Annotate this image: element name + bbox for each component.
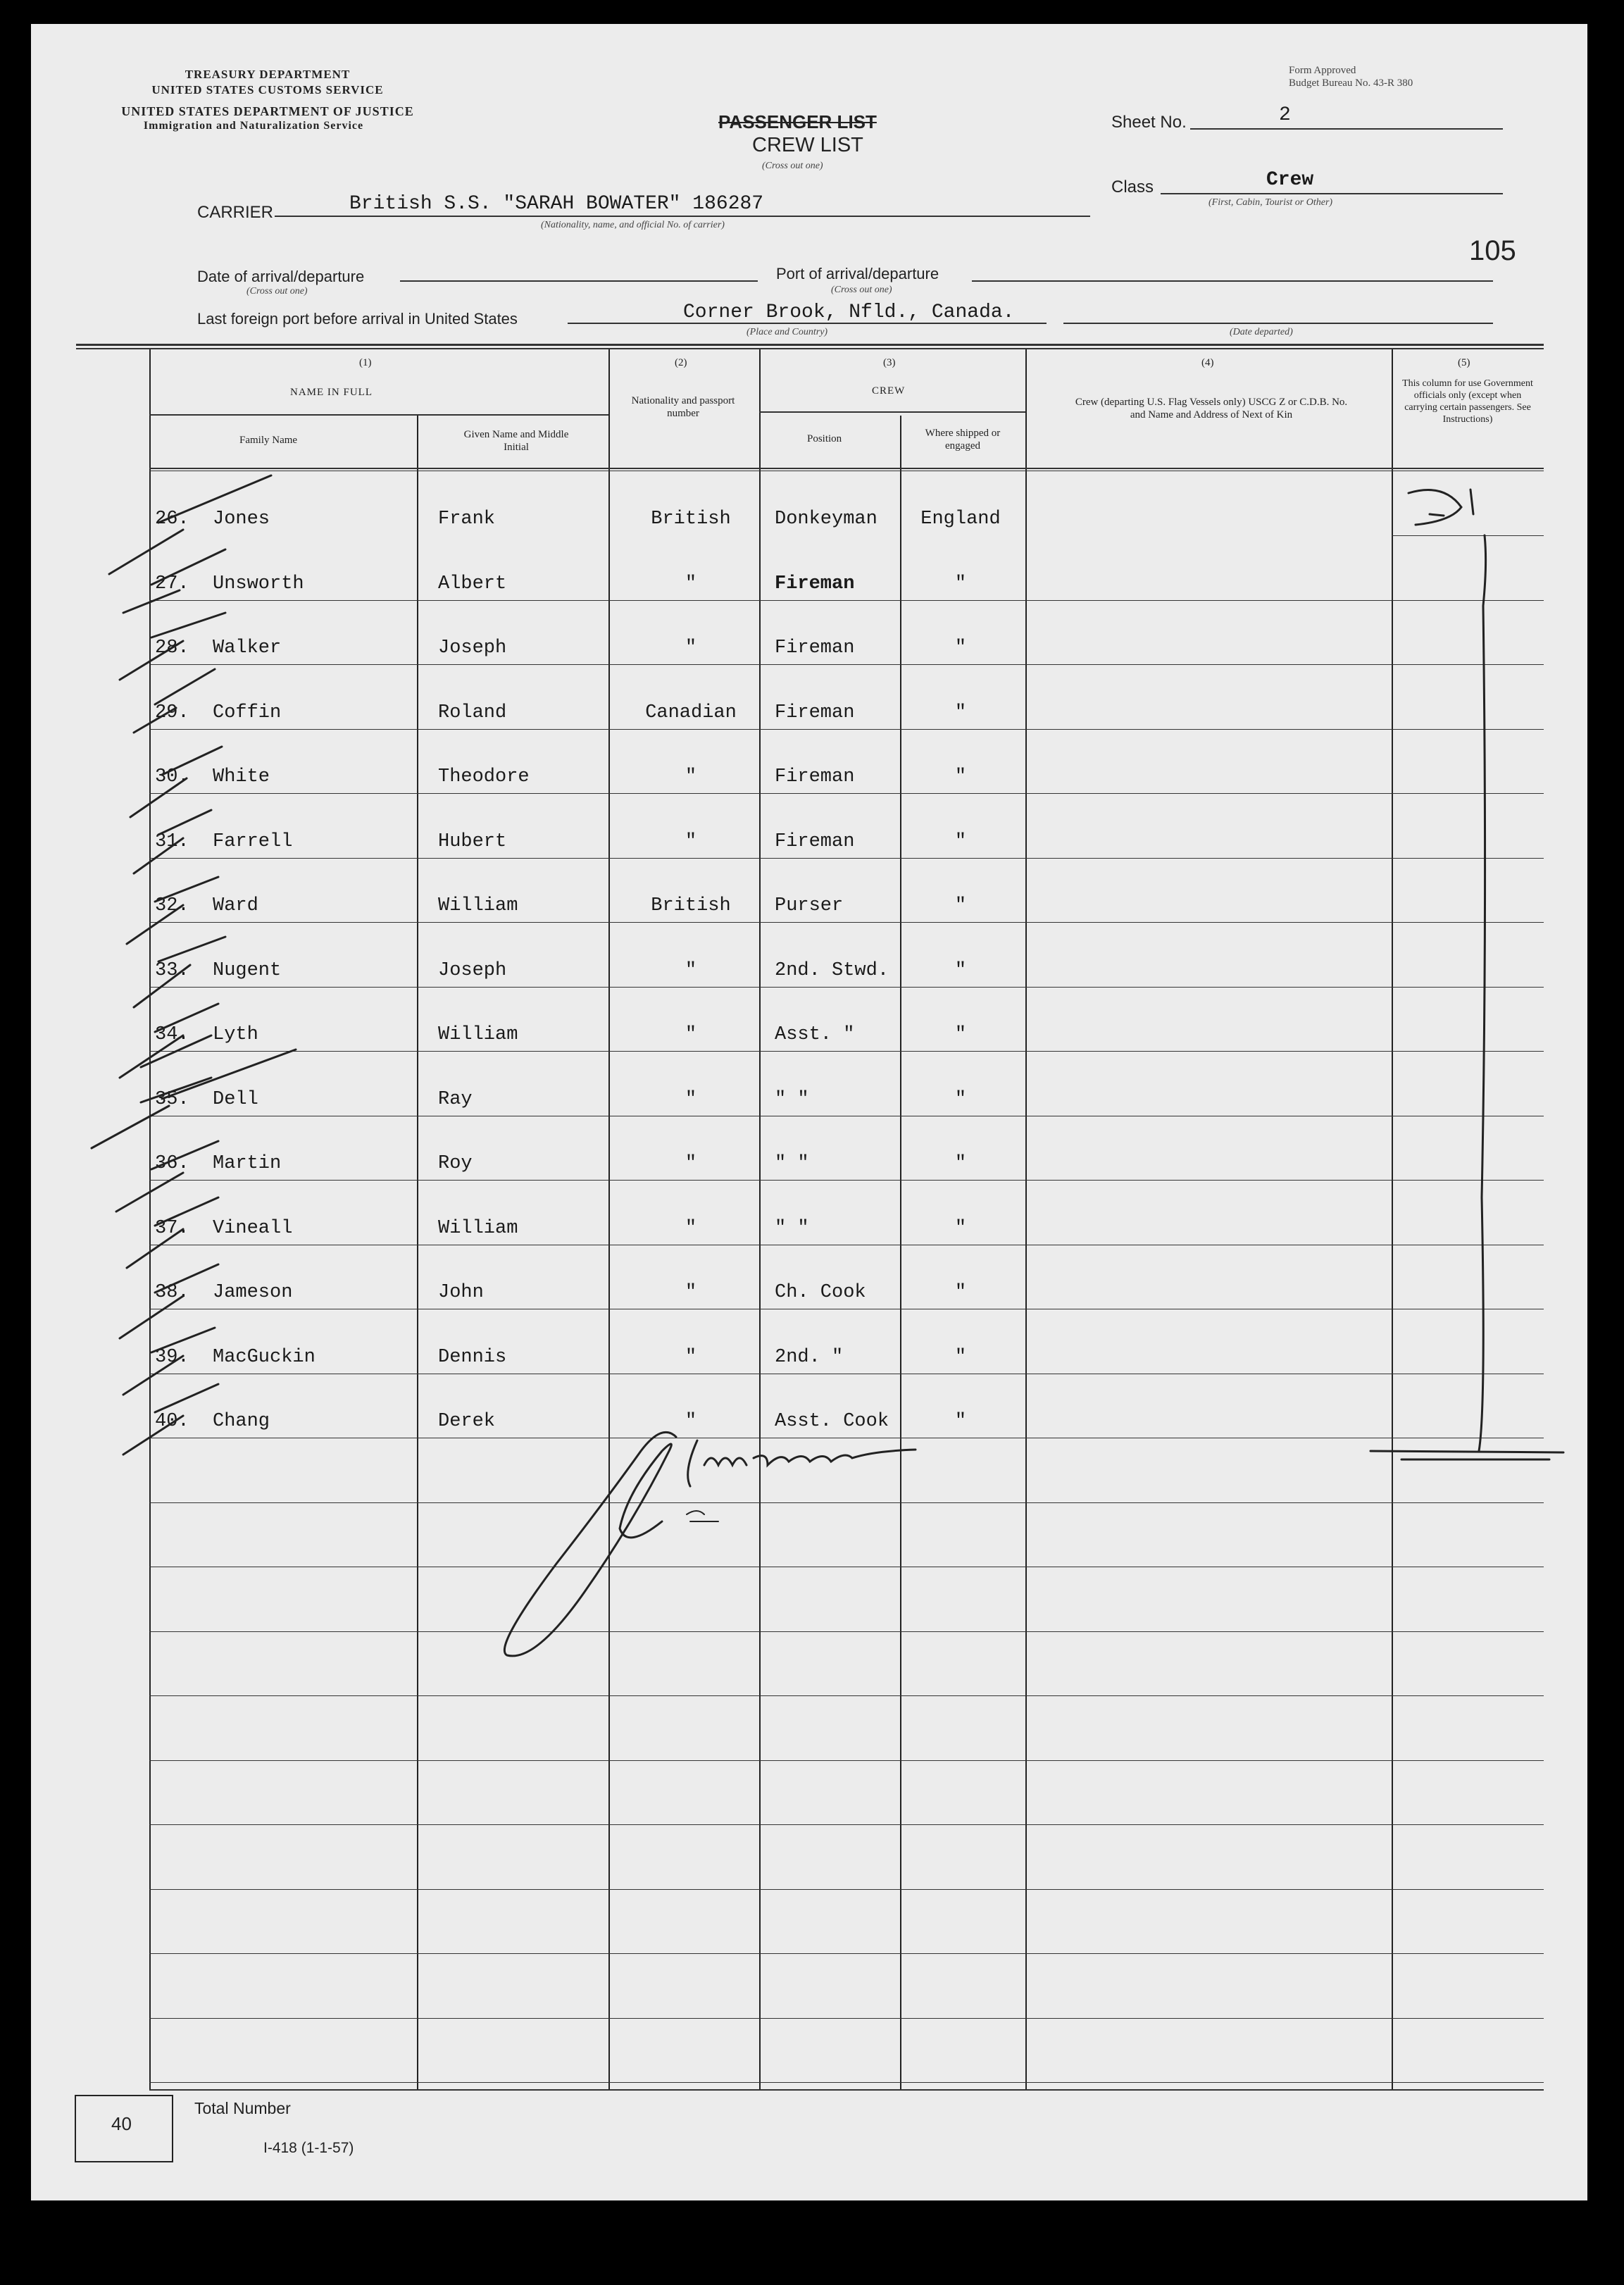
dept-ins: Immigration and Naturalization Service bbox=[143, 120, 364, 132]
cell-num: 40. bbox=[155, 1411, 189, 1432]
check-mark bbox=[116, 1141, 218, 1212]
budget-bureau: Budget Bureau No. 43-R 380 bbox=[1289, 77, 1413, 89]
cell-nationality: " bbox=[685, 1346, 697, 1368]
check-mark bbox=[127, 1197, 218, 1268]
cell-num: 36. bbox=[155, 1153, 189, 1174]
cell-position: Purser bbox=[775, 895, 844, 916]
cell-given: John bbox=[438, 1282, 484, 1303]
cell-nationality: " bbox=[685, 637, 697, 659]
cell-num: 38. bbox=[155, 1282, 189, 1303]
check-mark bbox=[123, 1384, 218, 1455]
cell-given: Derek bbox=[438, 1411, 496, 1432]
cell-where: " bbox=[954, 1282, 967, 1303]
cell-family: Lyth bbox=[213, 1024, 258, 1045]
cell-position: 2nd. " bbox=[775, 1346, 844, 1368]
cell-num: 35. bbox=[155, 1088, 189, 1110]
cell-given: Dennis bbox=[438, 1346, 507, 1368]
form-approved: Form Approved bbox=[1289, 65, 1356, 76]
check-mark bbox=[130, 747, 222, 817]
cell-where: " bbox=[954, 573, 967, 594]
cell-family: Martin bbox=[213, 1153, 282, 1174]
cell-num: 33. bbox=[155, 959, 189, 981]
cell-position: " " bbox=[775, 1217, 809, 1239]
cell-position: " " bbox=[775, 1153, 809, 1174]
cell-family: Chang bbox=[213, 1411, 270, 1432]
cell-num: 28. bbox=[155, 637, 189, 659]
cell-family: Jameson bbox=[213, 1282, 293, 1303]
form-number: I-418 (1-1-57) bbox=[263, 2140, 354, 2156]
cell-family: MacGuckin bbox=[213, 1346, 316, 1368]
cell-nationality: " bbox=[685, 1411, 697, 1432]
cell-given: Frank bbox=[438, 509, 496, 530]
cell-num: 31. bbox=[155, 830, 189, 852]
cell-family: Coffin bbox=[213, 702, 282, 723]
class-label: Class bbox=[1111, 178, 1154, 197]
cell-num: 34. bbox=[155, 1024, 189, 1045]
check-mark bbox=[120, 613, 225, 680]
cell-family: Jones bbox=[213, 509, 270, 530]
crew-list-title: CREW LIST bbox=[752, 134, 863, 156]
cell-where: " bbox=[954, 1217, 967, 1239]
cell-given: Roy bbox=[438, 1153, 473, 1174]
cell-where: " bbox=[954, 1153, 967, 1174]
cell-given: Joseph bbox=[438, 637, 507, 659]
col4-title: Crew (departing U.S. Flag Vessels only) USCG Z or C.D.B. No. and Name and Address of Next of Kin bbox=[1075, 397, 1348, 421]
cell-nationality: " bbox=[685, 1217, 697, 1239]
cell-position: " " bbox=[775, 1088, 809, 1110]
cell-num: 27. bbox=[155, 573, 189, 594]
d1-mark bbox=[1408, 490, 1473, 525]
cell-nationality: " bbox=[685, 1088, 697, 1110]
date-note: (Cross out one) bbox=[246, 286, 308, 297]
cell-position: 2nd. Stwd. bbox=[775, 959, 889, 981]
cell-family: Ward bbox=[213, 895, 258, 916]
cell-num: 30. bbox=[155, 766, 189, 787]
check-mark bbox=[123, 1328, 215, 1395]
place-note: (Place and Country) bbox=[747, 327, 828, 337]
col1-num: (1) bbox=[359, 357, 372, 368]
col4-num: (4) bbox=[1201, 357, 1214, 368]
col5-num: (5) bbox=[1458, 357, 1470, 368]
cell-position: Fireman bbox=[775, 702, 855, 723]
cell-family: Vineall bbox=[213, 1217, 293, 1239]
cell-where: " bbox=[954, 895, 967, 916]
page-number: 105 bbox=[1469, 235, 1516, 266]
cell-given: Roland bbox=[438, 702, 507, 723]
cell-given: Theodore bbox=[438, 766, 530, 787]
dept-customs: UNITED STATES CUSTOMS SERVICE bbox=[151, 83, 384, 96]
cell-given: Ray bbox=[438, 1088, 473, 1110]
cell-nationality: Canadian bbox=[645, 702, 737, 723]
cell-num: 26. bbox=[155, 509, 189, 530]
cell-position: Ch. Cook bbox=[775, 1282, 866, 1303]
cell-nationality: " bbox=[685, 1282, 697, 1303]
cell-given: Joseph bbox=[438, 959, 507, 981]
cell-nationality: " bbox=[685, 766, 697, 787]
class-value: Crew bbox=[1266, 169, 1314, 191]
carrier-note: (Nationality, name, and official No. of carrier) bbox=[541, 220, 725, 230]
cell-where: " bbox=[954, 766, 967, 787]
col1-given: Given Name and Middle Initial bbox=[463, 429, 569, 453]
total-value: 40 bbox=[111, 2113, 132, 2134]
cell-nationality: British bbox=[651, 895, 731, 916]
last-port-value: Corner Brook, Nfld., Canada. bbox=[683, 301, 1015, 323]
carrier-value: British S.S. "SARAH BOWATER" 186287 bbox=[349, 193, 764, 215]
check-mark bbox=[134, 810, 211, 873]
date-label: Date of arrival/departure bbox=[197, 268, 365, 285]
date-departed-note: (Date departed) bbox=[1230, 327, 1293, 337]
check-mark bbox=[134, 937, 225, 1007]
passenger-list-struck: PASSENGER LIST bbox=[718, 111, 877, 132]
signature bbox=[504, 1432, 916, 1656]
cell-family: Unsworth bbox=[213, 573, 304, 594]
cell-where: " bbox=[954, 830, 967, 852]
cell-given: William bbox=[438, 1217, 518, 1239]
cell-nationality: " bbox=[685, 830, 697, 852]
cell-nationality: " bbox=[685, 573, 697, 594]
port-note: (Cross out one) bbox=[831, 285, 892, 295]
carrier-label: CARRIER bbox=[197, 203, 274, 222]
sheet-label: Sheet No. bbox=[1111, 113, 1187, 132]
cell-where: " bbox=[954, 1024, 967, 1045]
col1-title: NAME IN FULL bbox=[290, 387, 373, 398]
cell-position: Fireman bbox=[775, 766, 855, 787]
check-mark bbox=[120, 1264, 218, 1338]
cell-where: " bbox=[954, 637, 967, 659]
cell-position: Asst. " bbox=[775, 1024, 855, 1045]
class-note: (First, Cabin, Tourist or Other) bbox=[1208, 197, 1333, 208]
cell-nationality: " bbox=[685, 1024, 697, 1045]
cell-given: Albert bbox=[438, 573, 507, 594]
col1-family: Family Name bbox=[239, 435, 298, 446]
bracket-line bbox=[1479, 535, 1486, 1451]
total-label: Total Number bbox=[194, 2099, 291, 2117]
cell-nationality: British bbox=[651, 509, 731, 530]
cell-given: Hubert bbox=[438, 830, 507, 852]
cell-family: Farrell bbox=[213, 830, 293, 852]
cell-num: 29. bbox=[155, 702, 189, 723]
cell-position: Fireman bbox=[775, 830, 855, 852]
cell-position: Fireman bbox=[775, 637, 855, 659]
dept-treasury: TREASURY DEPARTMENT bbox=[185, 68, 351, 81]
bracket-bottom bbox=[1370, 1451, 1563, 1459]
check-mark bbox=[123, 549, 225, 613]
sheet-number: 2 bbox=[1279, 104, 1291, 126]
cell-nationality: " bbox=[685, 1153, 697, 1174]
cell-num: 32. bbox=[155, 895, 189, 916]
signature bbox=[687, 1511, 718, 1521]
last-port-label: Last foreign port before arrival in United States bbox=[197, 310, 518, 328]
cell-family: Dell bbox=[213, 1088, 258, 1110]
check-mark bbox=[134, 669, 215, 733]
cell-where: " bbox=[954, 1411, 967, 1432]
col5-title: This column for use Government officials only (except when carrying certain passengers. See Instructions) bbox=[1402, 378, 1533, 425]
cell-where: " bbox=[954, 702, 967, 723]
check-mark bbox=[127, 877, 218, 944]
cell-num: 39. bbox=[155, 1346, 189, 1368]
cell-family: Nugent bbox=[213, 959, 282, 981]
check-mark bbox=[141, 1035, 296, 1099]
col3-position: Position bbox=[807, 433, 842, 444]
cell-position: Fireman bbox=[775, 573, 855, 594]
col3-title: CREW bbox=[872, 385, 906, 397]
cell-given: William bbox=[438, 1024, 518, 1045]
cell-where: England bbox=[920, 509, 1001, 530]
cell-where: " bbox=[954, 1088, 967, 1110]
cell-where: " bbox=[954, 959, 967, 981]
cell-nationality: " bbox=[685, 959, 697, 981]
col3-num: (3) bbox=[883, 357, 896, 368]
cell-given: William bbox=[438, 895, 518, 916]
dept-justice: UNITED STATES DEPARTMENT OF JUSTICE bbox=[121, 104, 414, 118]
check-mark bbox=[109, 475, 271, 574]
cell-family: White bbox=[213, 766, 270, 787]
port-label: Port of arrival/departure bbox=[776, 265, 939, 282]
title-note: (Cross out one) bbox=[762, 161, 823, 171]
col3-where: Where shipped or engaged bbox=[925, 428, 1001, 452]
cell-position: Asst. Cook bbox=[775, 1411, 889, 1432]
col2-title: Nationality and passport number bbox=[631, 395, 735, 419]
cell-where: " bbox=[954, 1346, 967, 1368]
cell-position: Donkeyman bbox=[775, 509, 877, 530]
col2-num: (2) bbox=[675, 357, 687, 368]
cell-family: Walker bbox=[213, 637, 282, 659]
cell-num: 37. bbox=[155, 1217, 189, 1239]
check-mark bbox=[120, 1004, 218, 1078]
